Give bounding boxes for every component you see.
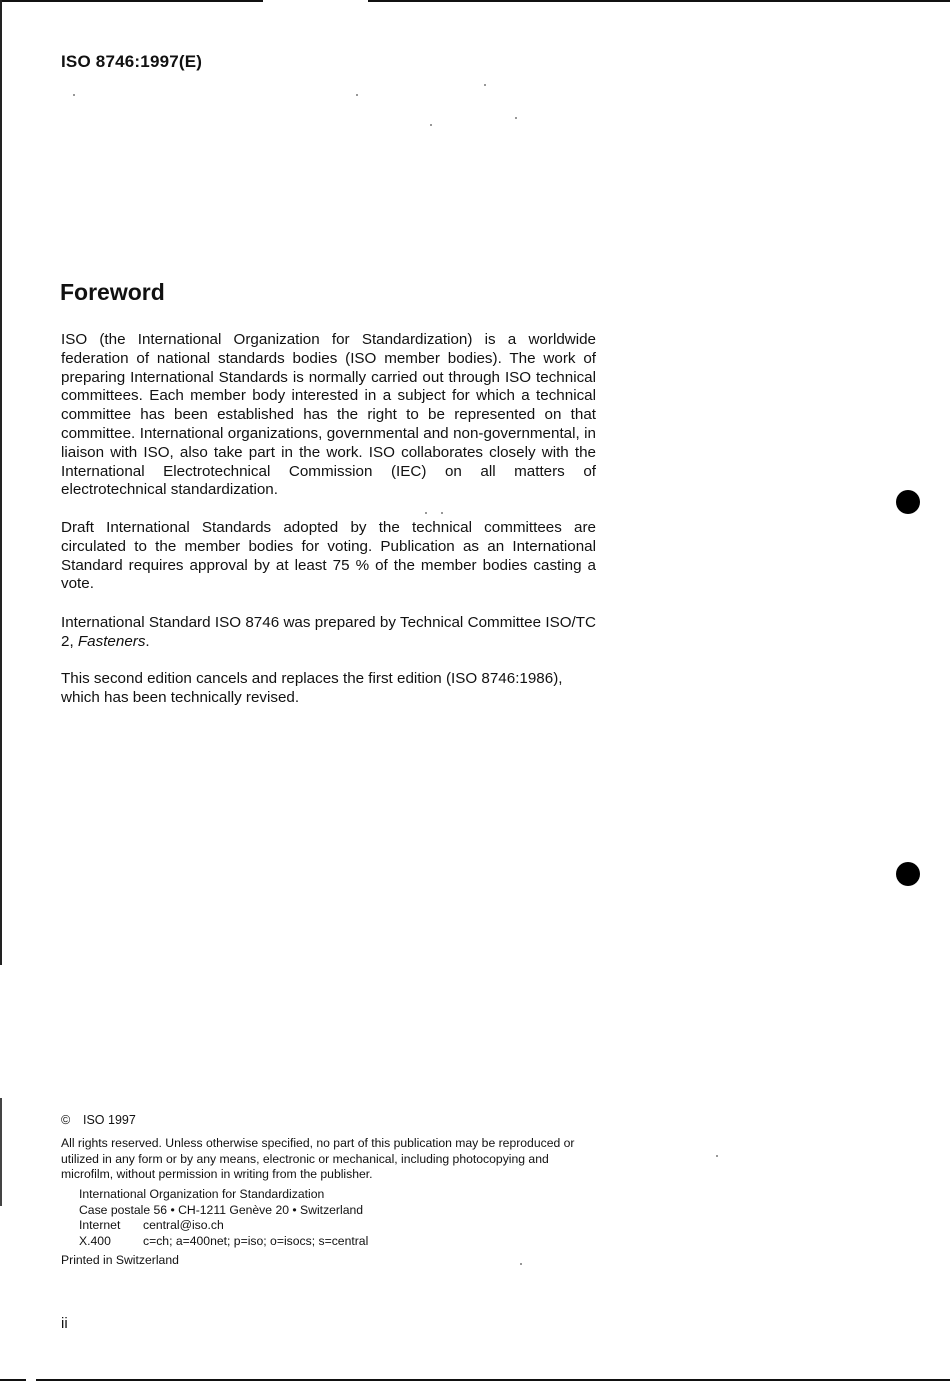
scan-speck [484, 84, 486, 86]
scan-speck [425, 512, 427, 514]
internet-label: Internet [79, 1218, 121, 1233]
internet-row [79, 1218, 368, 1234]
scan-left-edge [0, 0, 2, 965]
x400-address: c=ch; a=400net; p=iso; o=isocs; s=central [143, 1233, 369, 1248]
scan-speck [441, 512, 443, 514]
section-heading: Foreword [60, 279, 165, 305]
copyright-year: ISO 1997 [83, 1113, 136, 1127]
foreword-paragraph: Draft International Standards adopted by the technical committees are circulated to the member bodies for voting. Publication as an International Standard requires approval by at least 75 % of the member bodies casting a vote. [61, 519, 596, 593]
committee-name: Fasteners [77, 632, 146, 650]
punch-hole-dot [896, 862, 920, 886]
internet-address: central@iso.ch [143, 1218, 224, 1233]
scan-top-rule [0, 0, 263, 2]
paragraph-text: International Standard ISO 8746 was prepared by Technical Committee ISO/TC 2, [61, 614, 596, 650]
scan-speck [73, 94, 75, 96]
scan-speck [716, 1155, 718, 1157]
paragraph-text: . [145, 632, 150, 650]
copyright-symbol: © [61, 1113, 71, 1127]
scan-speck [356, 94, 358, 96]
copyright-line [61, 1113, 136, 1127]
x400-row [79, 1234, 368, 1250]
scan-top-rule [368, 0, 950, 2]
page-number: ii [61, 1315, 68, 1332]
foreword-paragraph: ISO (the International Organization for Standardization) is a worldwide federation of national standards bodies (ISO member bodies). The work of preparing International Standards is normally carried out through ISO technical committees. Each member body interested in a subject for which a technical committee has been established has the right to be represented on that committee. International organizations, governmental and non-governmental, in liaison with ISO, also take part in the work. ISO collaborates closely with the International Electrotechnical Commission (IEC) on all matters of electrotechnical standardization. [61, 331, 596, 499]
punch-hole-dot [896, 490, 920, 514]
publisher-address [79, 1187, 368, 1249]
postal-address: Case postale 56 • CH-1211 Genève 20 • Switzerland [79, 1202, 364, 1217]
x400-label: X.400 [79, 1233, 111, 1248]
scan-speck [430, 124, 432, 126]
scan-speck [515, 117, 517, 119]
publisher-name: International Organization for Standardization [79, 1187, 325, 1201]
scan-speck [520, 1263, 522, 1265]
printed-in: Printed in Switzerland [61, 1253, 179, 1267]
rights-statement: All rights reserved. Unless otherwise specified, no part of this publication may be reproduced or utilized in any form or by any means, electronic or mechanical, including photocopying and microfilm, without permission in writing from the publisher. [61, 1136, 575, 1182]
foreword-paragraph [61, 614, 596, 652]
foreword-paragraph: This second edition cancels and replaces the first edition (ISO 8746:1986), which has been technically revised. [61, 670, 563, 706]
running-head: ISO 8746:1997(E) [61, 52, 203, 71]
scan-left-edge [0, 1098, 2, 1206]
